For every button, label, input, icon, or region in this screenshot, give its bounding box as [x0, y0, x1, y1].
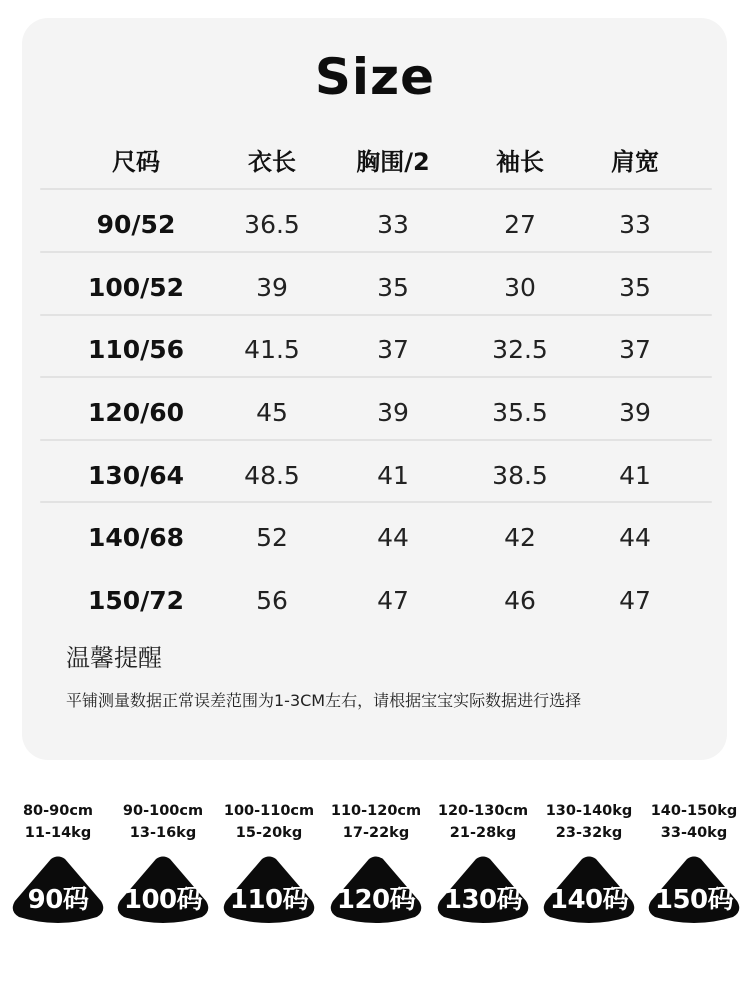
- size-guide-item: [433, 800, 533, 925]
- header-sleeve: 袖长: [496, 148, 544, 176]
- table-row: [0, 518, 750, 558]
- row-divider: [40, 501, 712, 503]
- length-cell: 48.5: [244, 461, 300, 490]
- weight-range: 21-28kg: [449, 825, 517, 841]
- size-badge: [116, 855, 210, 925]
- page-title: Size: [314, 48, 436, 106]
- size-cell: 120/60: [87, 398, 185, 427]
- size-badge: [647, 855, 741, 925]
- size-guide-item: [644, 800, 744, 925]
- length-cell: 52: [256, 523, 288, 552]
- weight-range: 15-20kg: [235, 825, 303, 841]
- size-label: 140码: [549, 885, 629, 915]
- height-range: 90-100cm: [122, 803, 204, 819]
- header-shoulder: 肩宽: [611, 148, 659, 176]
- size-label: 90码: [27, 885, 89, 915]
- shoulder-cell: 37: [619, 335, 651, 364]
- table-row: [0, 268, 750, 308]
- length-cell: 39: [256, 273, 288, 302]
- chest-cell: 39: [377, 398, 409, 427]
- sleeve-cell: 30: [504, 273, 536, 302]
- sleeve-cell: 42: [504, 523, 536, 552]
- row-divider: [40, 314, 712, 316]
- chest-cell: 44: [377, 523, 409, 552]
- table-header: [0, 142, 750, 182]
- table-row: [0, 205, 750, 245]
- shoulder-cell: 33: [619, 210, 651, 239]
- length-cell: 36.5: [244, 210, 300, 239]
- size-cell: 90/52: [96, 210, 176, 239]
- header-size: 尺码: [112, 148, 160, 176]
- weight-range: 23-32kg: [555, 825, 623, 841]
- chest-cell: 33: [377, 210, 409, 239]
- sleeve-cell: 46: [504, 586, 536, 615]
- note-title: 温馨提醒: [66, 644, 162, 672]
- chest-cell: 37: [377, 335, 409, 364]
- size-cell: 150/72: [87, 586, 185, 615]
- height-range: 140-150kg: [650, 803, 738, 819]
- height-range: 130-140kg: [545, 803, 633, 819]
- shoulder-cell: 35: [619, 273, 651, 302]
- height-range: 100-110cm: [223, 803, 315, 819]
- table-row: [0, 456, 750, 496]
- weight-range: 33-40kg: [660, 825, 728, 841]
- size-guide-item: [326, 800, 426, 925]
- row-divider: [40, 376, 712, 378]
- size-label: 100码: [123, 885, 203, 915]
- chest-cell: 41: [377, 461, 409, 490]
- height-range: 120-130cm: [437, 803, 529, 819]
- note-text: 平铺测量数据正常误差范围为1-3CM左右，请根据宝宝实际数据进行选择: [66, 691, 582, 710]
- size-badge: [329, 855, 423, 925]
- length-cell: 45: [256, 398, 288, 427]
- chest-cell: 47: [377, 586, 409, 615]
- sleeve-cell: 38.5: [492, 461, 548, 490]
- header-length: 衣长: [248, 148, 296, 176]
- height-range: 110-120cm: [330, 803, 422, 819]
- row-divider: [40, 188, 712, 190]
- weight-range: 11-14kg: [24, 825, 92, 841]
- size-cell: 100/52: [87, 273, 185, 302]
- shoulder-cell: 47: [619, 586, 651, 615]
- length-cell: 56: [256, 586, 288, 615]
- header-chest: 胸围/2: [356, 148, 430, 176]
- size-label: 120码: [336, 885, 416, 915]
- size-label: 150码: [654, 885, 734, 915]
- chest-cell: 35: [377, 273, 409, 302]
- table-row: [0, 581, 750, 621]
- length-cell: 41.5: [244, 335, 300, 364]
- size-guide-item: [539, 800, 639, 925]
- table-row: [0, 393, 750, 433]
- sleeve-cell: 27: [504, 210, 536, 239]
- sleeve-cell: 35.5: [492, 398, 548, 427]
- size-guide-item: [219, 800, 319, 925]
- size-cell: 140/68: [87, 523, 185, 552]
- size-badge: [542, 855, 636, 925]
- shoulder-cell: 41: [619, 461, 651, 490]
- shoulder-cell: 39: [619, 398, 651, 427]
- shoulder-cell: 44: [619, 523, 651, 552]
- size-badge: [436, 855, 530, 925]
- size-guide-item: [8, 800, 108, 925]
- row-divider: [40, 251, 712, 253]
- weight-range: 13-16kg: [129, 825, 197, 841]
- size-label: 130码: [443, 885, 523, 915]
- size-guide-item: [113, 800, 213, 925]
- height-range: 80-90cm: [22, 803, 94, 819]
- size-label: 110码: [229, 885, 309, 915]
- size-cell: 110/56: [87, 335, 185, 364]
- size-guide: [0, 800, 750, 980]
- size-badge: [11, 855, 105, 925]
- row-divider: [40, 439, 712, 441]
- sleeve-cell: 32.5: [492, 335, 548, 364]
- size-badge: [222, 855, 316, 925]
- size-cell: 130/64: [87, 461, 185, 490]
- weight-range: 17-22kg: [342, 825, 410, 841]
- table-row: [0, 330, 750, 370]
